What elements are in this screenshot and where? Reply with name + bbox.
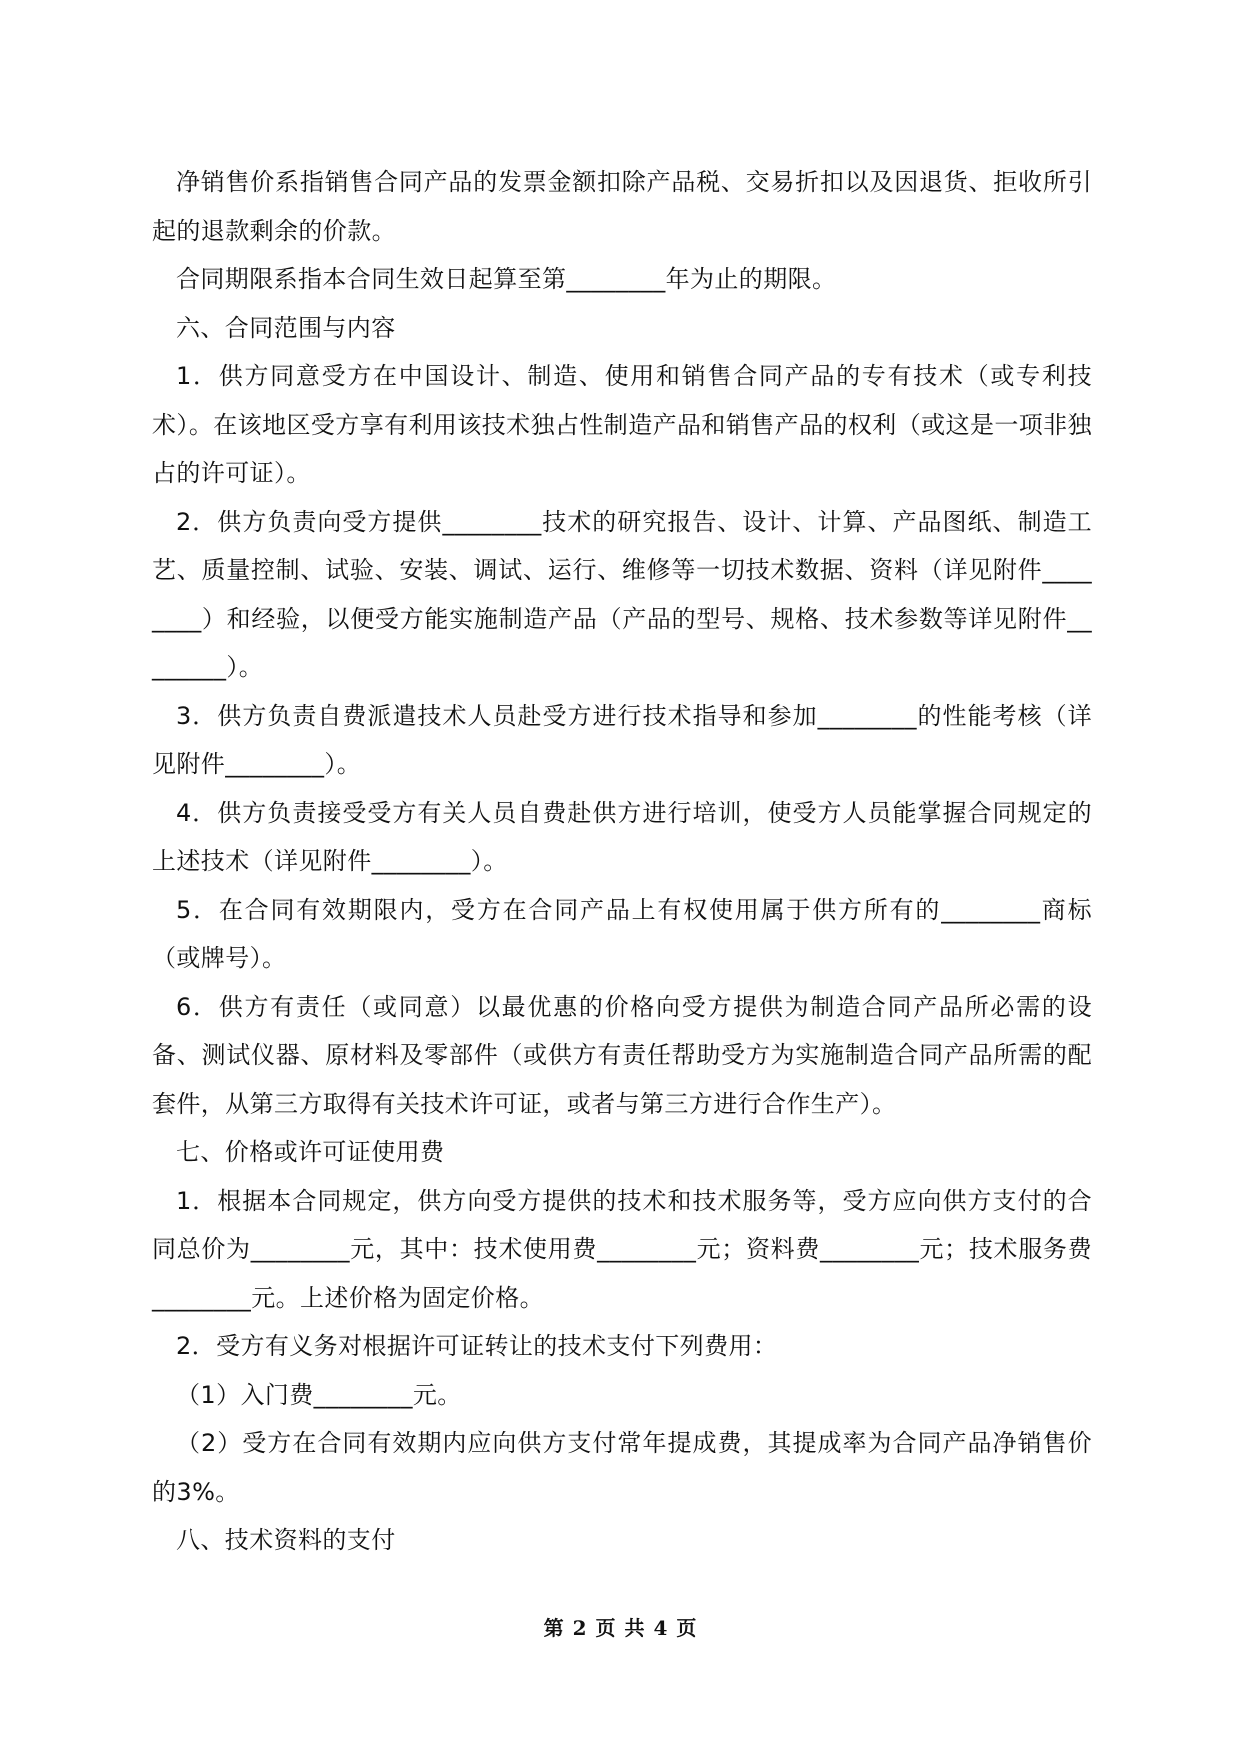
paragraph-net-sales-price: 净销售价系指销售合同产品的发票金额扣除产品税、交易折扣以及因退货、拒收所引起的退款剩余的价款。 — [152, 168, 1092, 245]
clause-6-4: 4．供方负责接受受方有关人员自费赴供方进行培训，使受方人员能掌握合同规定的上述技术（详见附件________）。 — [152, 798, 1092, 875]
clause-6-1: 1．供方同意受方在中国设计、制造、使用和销售合同产品的专有技术（或专利技术）。在该地区受方享有利用该技术独占性制造产品和销售产品的权利（或这是一项非独占的许可证）。 — [152, 362, 1092, 487]
document-body — [152, 158, 1092, 1565]
section-heading-6: 六、合同范围与内容 — [176, 313, 396, 342]
clause-6-5: 5．在合同有效期限内，受方在合同产品上有权使用属于供方所有的________商标（或牌号）。 — [152, 895, 1092, 972]
section-heading-7: 七、价格或许可证使用费 — [176, 1138, 445, 1166]
paragraph-contract-term: 合同期限系指本合同生效日起算至第________年为止的期限。 — [176, 265, 837, 293]
clause-7-2-2: （2）受方在合同有效期内应向供方支付常年提成费，其提成率为合同产品净销售价的3%。 — [152, 1429, 1092, 1506]
page-number-footer: 第 2 页 共 4 页 — [543, 1616, 698, 1640]
clause-6-3: 3．供方负责自费派遣技术人员赴受方进行技术指导和参加________的性能考核（详见附件________）。 — [152, 701, 1092, 778]
clause-7-1: 1．根据本合同规定，供方向受方提供的技术和技术服务等，受方应向供方支付的合同总价为________元，其中：技术使用费________元；资料费________元；技术服务费________元。上述价格为固定价格。 — [152, 1186, 1092, 1312]
section-heading-8: 八、技术资料的支付 — [176, 1526, 396, 1554]
clause-7-2-1: （1）入门费________元。 — [176, 1380, 462, 1409]
clause-6-2: 2．供方负责向受方提供________技术的研究报告、设计、计算、产品图纸、制造工艺、质量控制、试验、安装、调试、运行、维修等一切技术数据、资料（详见附件________）和经验，以便受方能实施制造产品（产品的型号、规格、技术参数等详见附件________）。 — [152, 507, 1092, 681]
clause-7-2: 2．受方有义务对根据许可证转让的技术支付下列费用： — [176, 1332, 778, 1360]
clause-6-6: 6．供方有责任（或同意）以最优惠的价格向受方提供为制造合同产品所必需的设备、测试仪器、原材料及零部件（或供方有责任帮助受方为实施制造合同产品所需的配套件，从第三方取得有关技术许可证，或者与第三方进行合作生产）。 — [152, 992, 1092, 1118]
